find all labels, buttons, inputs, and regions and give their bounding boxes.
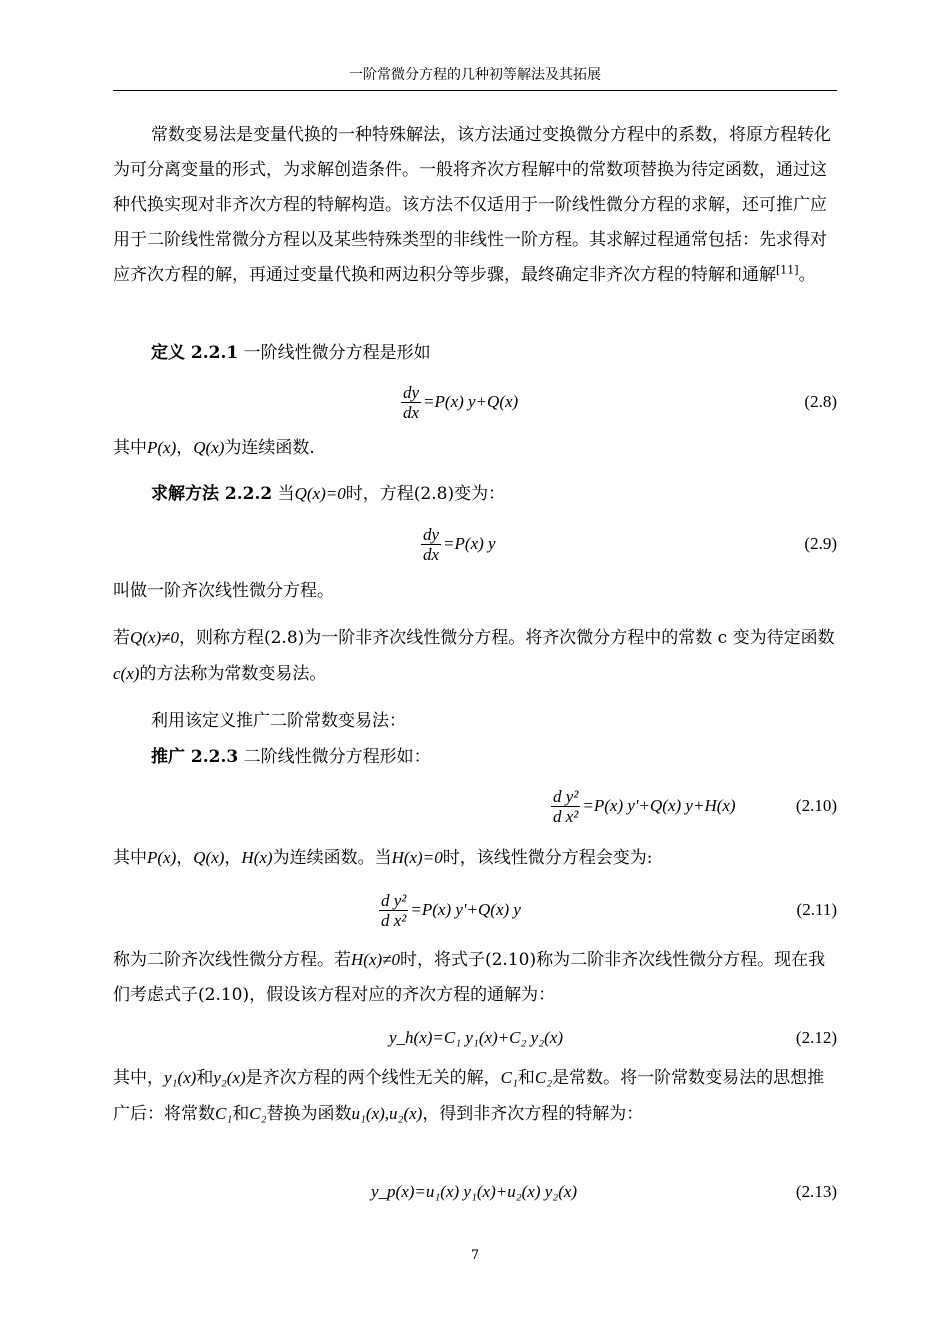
equation-2-10-body (549, 782, 736, 830)
math-p-x: P(x) (147, 438, 177, 457)
text: ， (224, 848, 242, 868)
text: 是齐次方程的两个线性无关的解， (245, 1068, 501, 1088)
text: 若 (113, 628, 130, 648)
text: 替换为函数 (266, 1104, 352, 1124)
text: 称为二阶齐次线性微分方程。若 (113, 950, 351, 970)
text: ，则称方程(2.8)为一阶非齐次线性微分方程。将齐次微分方程中的常数 c 变为待定函数 (178, 628, 835, 648)
equation-rhs: =P(x) y (443, 534, 496, 553)
fraction-dy-dx (421, 525, 441, 564)
text: 为连续函数。当 (272, 848, 392, 868)
text: 是常数。将一阶常数变易法的思想推广后：将常数 (113, 1068, 825, 1124)
fraction-dy-dx (401, 383, 421, 422)
math-c1: C₁ (215, 1104, 233, 1123)
intro-end: 。 (798, 265, 816, 285)
text: 时，将式子(2.10)称为二阶非齐次线性微分方程。现在我们考虑式子(2.10)，假设该方程对应的齐次方程的通解为： (113, 950, 826, 1005)
text: 其中， (113, 1068, 164, 1088)
second-order-note (113, 840, 837, 876)
intro-paragraph (113, 118, 837, 293)
math-u1-u2: u₁(x),u₂(x) (351, 1104, 423, 1123)
definition-label: 定义 2.2.1 (151, 343, 239, 363)
math-q-zero: Q(x)=0 (294, 484, 346, 503)
usage-paragraph: 利用该定义推广二阶常数变易法： (151, 711, 406, 731)
text: ，得到非齐次方程的特解为： (422, 1104, 644, 1124)
fraction-d2y-dx2 (551, 787, 580, 826)
equation-2-13 (113, 1168, 837, 1216)
continuous-functions-note (113, 430, 837, 466)
equation-2-8-body (399, 378, 518, 426)
text: ， (176, 438, 194, 458)
denominator: d x² (381, 910, 407, 930)
denominator: dx (423, 544, 440, 564)
intro-text: 常数变易法是变量代换的一种特殊解法，该方法通过变换微分方程中的系数，将原方程转化为可分离变量的形式，为求解创造条件。一般将齐次方程解中的常数项替换为待定函数，通过这种代换实现对非齐次方程的特解构造。该方法不仅适用于一阶线性微分方程的求解，还可推广应用于二阶线性常微分方程以及某些特殊类型的非线性一阶方程。其求解过程通常包括：先求得对应齐次方程的解，再通过变量代换和两边积分等步骤，最终确定非齐次方程的特解和通解 (113, 125, 831, 285)
equation-2-8 (113, 378, 837, 426)
math-y1: y₁(x) (164, 1068, 197, 1087)
equation-2-11-body (377, 886, 521, 934)
math-h-x: H(x) (241, 848, 273, 867)
numerator: dy (423, 524, 440, 544)
general-solution-paragraph (113, 942, 837, 1013)
math-q-nonzero: Q(x)≠0 (130, 628, 179, 647)
text: 时，方程(2.8)变为： (345, 484, 506, 504)
equation-number: (2.9) (804, 534, 837, 553)
numerator: d y² (553, 786, 579, 806)
math-q-x: Q(x) (193, 848, 225, 867)
math-p-x: P(x) (147, 848, 177, 867)
homogeneous-note: 叫做一阶齐次线性微分方程。 (113, 581, 334, 601)
equation-rhs: =P(x) y'+Q(x) y (410, 900, 521, 919)
extension-2-2-3 (113, 740, 837, 775)
text: ， (176, 848, 194, 868)
text: 和 (196, 1068, 214, 1088)
extension-label: 推广 2.2.3 (151, 747, 239, 767)
page-number: 7 (470, 1248, 480, 1263)
text: 时，该线性微分方程会变为: (442, 848, 653, 868)
nonhomogeneous-paragraph (113, 620, 837, 692)
numerator: dy (403, 382, 420, 402)
definition-text: 一阶线性微分方程是形如 (243, 343, 431, 363)
equation-rhs: =P(x) y'+Q(x) y+H(x) (582, 796, 736, 815)
method-label: 求解方法 2.2.2 (151, 484, 273, 504)
equation-rhs: =P(x) y+Q(x) (423, 392, 519, 411)
math-q-x: Q(x) (193, 438, 225, 457)
denominator: d x² (553, 806, 579, 826)
text: 的方法称为常数变易法。 (139, 664, 327, 684)
equation-2-9-body (419, 520, 496, 568)
text: 其中 (113, 848, 147, 868)
text: 当 (277, 484, 295, 504)
equation-number: (2.13) (795, 1182, 837, 1201)
running-header: 一阶常微分方程的几种初等解法及其拓展 (113, 64, 837, 91)
variation-paragraph (113, 1060, 837, 1132)
text: 其中 (113, 438, 147, 458)
math-c2: C₂ (249, 1104, 267, 1123)
equation-number: (2.8) (804, 392, 837, 411)
text: 为连续函数. (224, 438, 315, 458)
text: 和 (517, 1068, 535, 1088)
extension-text: 二阶线性微分方程形如： (243, 747, 431, 767)
method-2-2-2 (113, 476, 837, 512)
equation-2-12 (113, 1014, 837, 1062)
equation-number: (2.10) (795, 796, 837, 815)
fraction-d2y-dx2 (379, 891, 408, 930)
equation-2-10 (113, 782, 837, 830)
math-h-zero: H(x)=0 (391, 848, 443, 867)
math-c2: C₂ (534, 1068, 553, 1087)
equation-2-12-body: y_h(x)=C₁ y₁(x)+C₂ y₂(x) (389, 1028, 564, 1047)
equation-2-9 (113, 520, 837, 568)
math-y2: y₂(x) (213, 1068, 246, 1087)
numerator: d y² (381, 890, 407, 910)
equation-2-11 (113, 886, 837, 934)
citation: [11] (776, 263, 799, 277)
equation-number: (2.12) (795, 1028, 837, 1047)
text: 和 (232, 1104, 250, 1124)
denominator: dx (403, 402, 420, 422)
math-h-nonzero: H(x)≠0 (351, 950, 400, 969)
equation-2-13-body: y_p(x)=u₁(x) y₁(x)+u₂(x) y₂(x) (371, 1182, 578, 1201)
definition-2-2-1 (113, 336, 837, 371)
math-c1: C₁ (500, 1068, 518, 1087)
equation-number: (2.11) (796, 900, 837, 919)
math-c-x: c(x) (113, 664, 140, 683)
